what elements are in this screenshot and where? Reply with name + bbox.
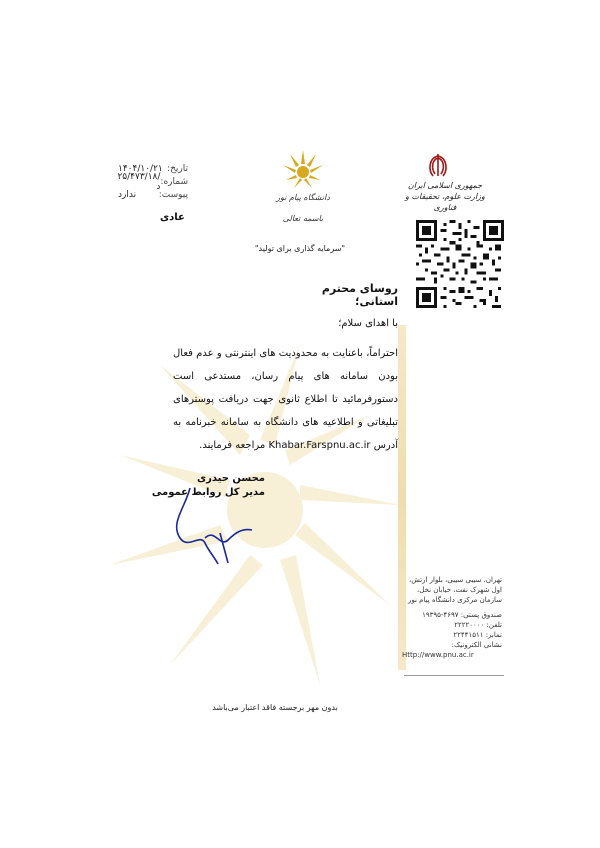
greeting: با اهدای سلام؛ bbox=[338, 318, 398, 329]
basmala: باسمه تعالی bbox=[282, 214, 324, 223]
stamp-note: بدون مهر برجسته فاقد اعتبار می‌باشد bbox=[212, 703, 338, 712]
attachment-value: ندارد bbox=[118, 189, 137, 200]
footer-divider bbox=[404, 675, 504, 676]
body-text: احتراماً، باعنایت به محدودیت های اینترنتی و عدم فعال بودن سامانه های پیام رسان، مستدعی است دستورفرمائید تا اطلاع ثانوی جهت دریافت پوسترهای تبلیغاتی و اطلاعیه های دانشگاه به سامانه خبرنامه به آدرس bbox=[173, 348, 398, 451]
republic-line: جمهوری اسلامی ایران bbox=[407, 181, 483, 190]
signature-mark bbox=[160, 478, 260, 568]
number-label: شماره: bbox=[160, 176, 188, 187]
postal-address: تهران، سیبی سیبی، بلوار ارتش، اول شهرک نفت، خیابان نخل، سازمان مرکزی دانشگاه پیام نور bbox=[408, 576, 502, 604]
addressee: روسای محترم استانی؛ bbox=[321, 282, 398, 308]
number-value: ۲۵/۴۷۳/۱۸/د bbox=[117, 171, 161, 192]
signer-title: مدیر کل روابط عمومی bbox=[151, 487, 265, 498]
number-row bbox=[117, 171, 188, 192]
phone: تلفن: ۲۲۲۲۰۰۰۰ bbox=[454, 621, 502, 629]
priority-label: عادی bbox=[160, 212, 185, 223]
university-name: دانشگاه پیام نور bbox=[276, 193, 330, 202]
footer-address-block bbox=[402, 575, 502, 660]
newsletter-link[interactable]: Khabar.Farspnu.ac.ir bbox=[268, 440, 371, 451]
body-closing: مراجعه فرمایند. bbox=[199, 440, 266, 451]
fax: نمابر: ۲۲۴۴۱۵۱۱ bbox=[453, 631, 502, 639]
signer-name: محسن حیدری bbox=[196, 473, 265, 484]
date-value: ۱۴۰۴/۱۰/۲۱ bbox=[118, 163, 163, 174]
date-label: تاریخ: bbox=[167, 163, 188, 174]
ministry-header bbox=[405, 180, 485, 213]
university-logo-icon bbox=[282, 148, 324, 190]
website-link[interactable]: Http://www.pnu.ac.ir bbox=[402, 651, 474, 659]
slogan: "سرمایه گذاری برای تولید" bbox=[254, 244, 346, 253]
letter-meta bbox=[118, 162, 188, 201]
postal-box: صندوق پستی: ۴۶۹۷-۱۹۳۹۵ bbox=[422, 611, 502, 619]
letter-body bbox=[173, 342, 398, 457]
iran-emblem-icon bbox=[426, 152, 450, 178]
attachment-label: پیوست: bbox=[158, 189, 188, 200]
web-label: نشانی الکترونیک: bbox=[451, 641, 502, 649]
ministry-line: وزارت علوم، تحقیقات و فناوری bbox=[405, 192, 485, 212]
qr-code bbox=[416, 220, 504, 308]
